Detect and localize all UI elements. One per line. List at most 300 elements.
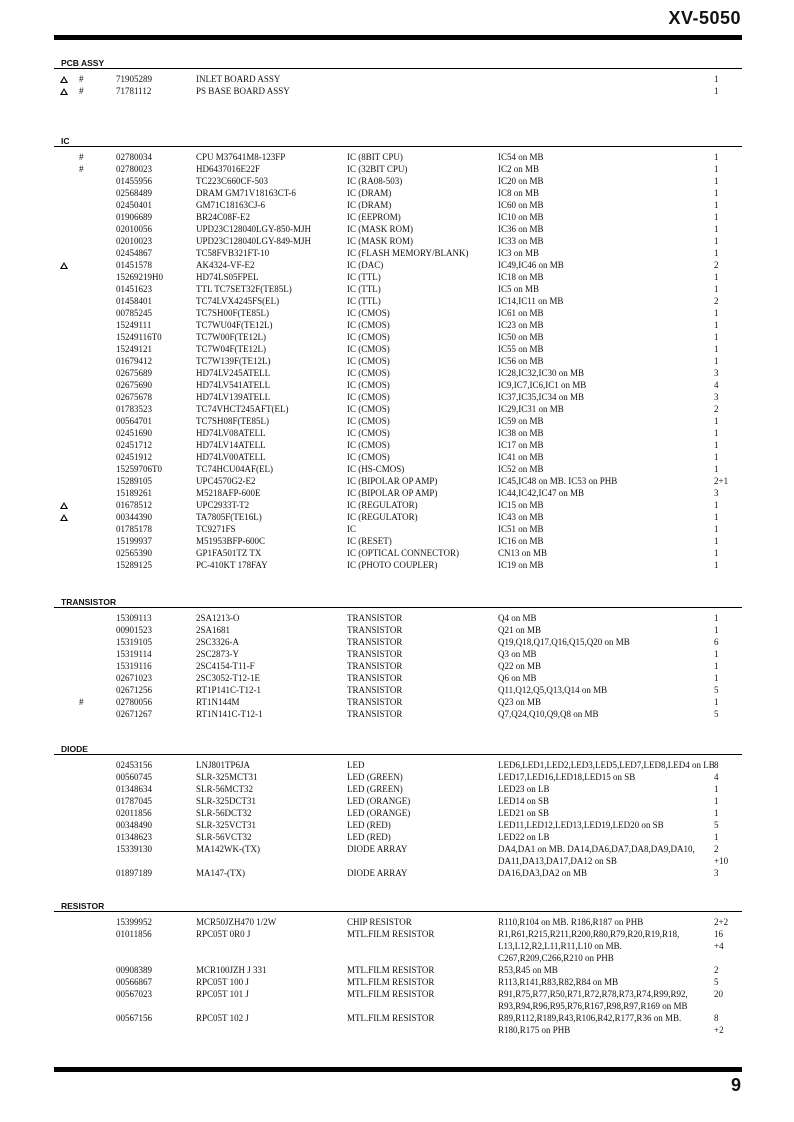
model-name: SLR-325VCT31 [196,820,257,830]
quantity: 1 [714,440,719,450]
quantity: 1 [714,308,719,318]
new-part-mark: # [79,152,84,162]
quantity: 5 [714,709,719,719]
quantity: 2 [714,296,719,306]
table-row [54,660,742,672]
location: IC60 on MB [498,200,544,210]
section-rows [54,69,742,97]
warning-triangle-icon [60,76,68,83]
location: Q4 on MB [498,613,537,623]
part-number: 01785178 [116,524,152,534]
location: IC15 on MB [498,500,544,510]
description: IC (CMOS) [347,380,390,390]
description: TRANSISTOR [347,685,403,695]
table-row [54,463,742,475]
description: TRANSISTOR [347,637,403,647]
part-number: 02010023 [116,236,152,246]
description: TRANSISTOR [347,649,403,659]
model-name: SLR-56MCT32 [196,784,254,794]
quantity: 1 [714,784,719,794]
model-name: DRAM GM71V18163CT-6 [196,188,296,198]
quantity: 1 [714,164,719,174]
part-number: 15289105 [116,476,152,486]
description: LED (GREEN) [347,772,403,782]
table-row [54,175,742,187]
description: IC (TTL) [347,296,381,306]
description: IC (MASK ROM) [347,236,414,246]
new-part-mark: # [79,164,84,174]
location: Q22 on MB [498,661,542,671]
table-row [54,451,742,463]
model-name: 2SC3052-T12-1E [196,673,260,683]
description: IC (BIPOLAR OP AMP) [347,476,438,486]
section-rows [54,608,742,720]
warning-triangle-icon [60,502,68,509]
model-name: MCR50JZH470 1/2W [196,917,277,927]
table-row [54,85,742,97]
location: IC5 on MB [498,284,540,294]
description: IC (EEPROM) [347,212,401,222]
location: R1,R61,R215,R211,R200,R80,R79,R20,R19,R18, L13,L12,R2,L11,R11,L10 on MB. C267,R209,C266,R210 on PHB [498,929,680,963]
quantity: 1 [714,236,719,246]
description: TRANSISTOR [347,673,403,683]
part-number: 00566867 [116,977,152,987]
quantity: 2 [714,965,719,975]
quantity: 3 [714,368,719,378]
part-number: 15189261 [116,488,152,498]
part-number: 02671267 [116,709,152,719]
table-row [54,439,742,451]
quantity: 1 [714,248,719,258]
quantity: 1 [714,200,719,210]
model-name: HD6437016E22F [196,164,261,174]
part-number: 01451578 [116,260,152,270]
part-number: 02011856 [116,808,152,818]
safety-mark [60,259,74,271]
location: IC23 on MB [498,320,544,330]
part-number: 02671023 [116,673,152,683]
table-row [54,331,742,343]
model-name: UPD23C128040LGY-850-MJH [196,224,312,234]
model-name: MA147-(TX) [196,868,245,878]
warning-triangle-icon [60,88,68,95]
section-1 [54,136,742,571]
quantity: 8 +2 [714,1013,724,1035]
section-4 [54,901,742,1036]
model-name: LNJ801TP6JA [196,760,251,770]
description: IC (DAC) [347,260,384,270]
table-row [54,759,742,771]
model-name: CPU M37641M8-123FP [196,152,286,162]
part-number: 15249116T0 [116,332,162,342]
model-name: RPC05T 0R0 J [196,929,251,939]
table-row [54,199,742,211]
quantity: 1 [714,500,719,510]
section-rows [54,912,742,1036]
description: IC (32BIT CPU) [347,164,408,174]
location: IC17 on MB [498,440,544,450]
location: IC55 on MB [498,344,544,354]
location: LED17,LED16,LED18,LED15 on SB [498,772,636,782]
description: MTL.FILM RESISTOR [347,989,435,999]
description: IC (DRAM) [347,200,392,210]
description: CHIP RESISTOR [347,917,412,927]
table-row [54,499,742,511]
table-row [54,235,742,247]
quantity: 1 [714,512,719,522]
location: R110,R104 on MB. R186,R187 on PHB [498,917,644,927]
model-name: M5218AFP-600E [196,488,261,498]
part-number: 02675690 [116,380,152,390]
location: IC10 on MB [498,212,544,222]
table-row [54,964,742,976]
quantity: 2 +10 [714,844,729,866]
model-name: TC74HCU04AF(EL) [196,464,273,474]
part-number: 15319116 [116,661,152,671]
description: IC (REGULATOR) [347,500,418,510]
section-title: RESISTOR [54,901,742,912]
part-number: 01458401 [116,296,152,306]
location: CN13 on MB [498,548,548,558]
location: Q21 on MB [498,625,542,635]
model-name: INLET BOARD ASSY [196,74,281,84]
location: LED14 on SB [498,796,550,806]
safety-mark [60,511,74,523]
location: IC29,IC31 on MB [498,404,564,414]
table-row [54,379,742,391]
part-number: 15249111 [116,320,152,330]
description: IC (CMOS) [347,440,390,450]
location: IC37,IC35,IC34 on MB [498,392,585,402]
location: IC18 on MB [498,272,544,282]
quantity: 1 [714,613,719,623]
location: Q19,Q18,Q17,Q16,Q15,Q20 on MB [498,637,630,647]
quantity: 1 [714,524,719,534]
location: IC20 on MB [498,176,544,186]
table-row [54,415,742,427]
description: IC (CMOS) [347,368,390,378]
table-row [54,916,742,928]
model-name: PS BASE BOARD ASSY [196,86,290,96]
table-row [54,487,742,499]
model-name: 2SC2873-Y [196,649,240,659]
location: DA16,DA3,DA2 on MB [498,868,588,878]
part-number: 01787045 [116,796,152,806]
table-row [54,624,742,636]
description: IC (CMOS) [347,308,390,318]
quantity: 1 [714,625,719,635]
table-row [54,151,742,163]
model-name: GM71C18163CJ-6 [196,200,266,210]
part-number: 00344390 [116,512,152,522]
table-row [54,223,742,235]
model-title: XV-5050 [668,8,741,28]
new-part-mark: # [79,74,84,84]
part-number: 00564701 [116,416,152,426]
part-number: 02454867 [116,248,152,258]
quantity: 2 [714,404,719,414]
section-title: TRANSISTOR [54,597,742,608]
location: IC33 on MB [498,236,544,246]
safety-mark [60,499,74,511]
description: LED (ORANGE) [347,808,411,818]
section-rows [54,147,742,571]
description: IC (CMOS) [347,428,390,438]
location: IC59 on MB [498,416,544,426]
table-row [54,928,742,964]
model-name: HD74LV541ATELL [196,380,271,390]
part-number: 15319114 [116,649,152,659]
part-number: 02671256 [116,685,152,695]
description: IC (CMOS) [347,320,390,330]
quantity: 1 [714,284,719,294]
description: LED (GREEN) [347,784,403,794]
table-row [54,988,742,1012]
part-number: 00908389 [116,965,152,975]
description: MTL.FILM RESISTOR [347,965,435,975]
description: IC (8BIT CPU) [347,152,403,162]
quantity: 5 [714,820,719,830]
quantity: 4 [714,772,719,782]
table-row [54,612,742,624]
new-part-mark: # [79,86,84,96]
quantity: 3 [714,868,719,878]
quantity: 1 [714,796,719,806]
quantity: 1 [714,428,719,438]
description: IC (CMOS) [347,356,390,366]
warning-triangle-icon [60,262,68,269]
description: MTL.FILM RESISTOR [347,929,435,939]
description: MTL.FILM RESISTOR [347,977,435,987]
location: IC51 on MB [498,524,544,534]
location: LED22 on LB [498,832,550,842]
warning-triangle-icon [60,514,68,521]
location: IC19 on MB [498,560,544,570]
quantity: 2+1 [714,476,729,486]
location: IC50 on MB [498,332,544,342]
model-name: TC7WU04F(TE12L) [196,320,273,330]
table-row [54,73,742,85]
quantity: 16 +4 [714,929,724,951]
description: IC (TTL) [347,272,381,282]
table-row [54,475,742,487]
location: IC2 on MB [498,164,540,174]
model-name: RPC05T 102 J [196,1013,249,1023]
part-number: 00901523 [116,625,152,635]
model-name: RPC05T 101 J [196,989,249,999]
safety-mark [60,73,74,85]
location: IC8 on MB [498,188,540,198]
description: IC (PHOTO COUPLER) [347,560,438,570]
quantity: 6 [714,637,719,647]
model-name: TC7W139F(TE12L) [196,356,271,366]
part-number: 01679412 [116,356,152,366]
quantity: 3 [714,488,719,498]
model-name: TA7805F(TE16L) [196,512,262,522]
location: R91,R75,R77,R50,R71,R72,R78,R73,R74,R99,R92, R93,R94,R96,R95,R76,R167,R98,R97,R169 on MB [498,989,688,1011]
table-row [54,307,742,319]
table-row [54,976,742,988]
table-row [54,636,742,648]
model-name: M51953BFP-600C [196,536,266,546]
location: R113,R141,R83,R82,R84 on MB [498,977,619,987]
quantity: 1 [714,560,719,570]
location: IC45,IC48 on MB. IC53 on PHB [498,476,618,486]
quantity: 1 [714,808,719,818]
model-name: SLR-56DCT32 [196,808,252,818]
description: IC (CMOS) [347,392,390,402]
table-row [54,559,742,571]
location: Q23 on MB [498,697,542,707]
section-rows [54,755,742,879]
part-number: 02453156 [116,760,152,770]
model-name: TC223C660CF-503 [196,176,269,186]
quantity: 1 [714,697,719,707]
table-row [54,783,742,795]
location: IC16 on MB [498,536,544,546]
location: IC14,IC11 on MB [498,296,564,306]
description: IC (TTL) [347,284,381,294]
part-number: 02780034 [116,152,152,162]
model-name: SLR-56VCT32 [196,832,252,842]
model-name: TC74LVX4245FS(EL) [196,296,280,306]
model-name: MA142WK-(TX) [196,844,260,854]
table-row [54,648,742,660]
quantity: 20 [714,989,723,999]
quantity: 1 [714,86,719,96]
safety-mark [60,85,74,97]
model-name: RT1N141C-T12-1 [196,709,263,719]
model-name: 2SA1681 [196,625,231,635]
part-number: 01348623 [116,832,152,842]
header-rule [54,35,742,40]
section-title: PCB ASSY [54,58,742,69]
model-name: HD74LV08ATELL [196,428,266,438]
part-number: 00560745 [116,772,152,782]
model-name: UPD23C128040LGY-849-MJH [196,236,312,246]
location: IC3 on MB [498,248,540,258]
quantity: 2+2 [714,917,729,927]
model-name: RT1P141C-T12-1 [196,685,261,695]
quantity: 8 [714,760,719,770]
location: R89,R112,R189,R43,R106,R42,R177,R36 on MB. R180,R175 on PHB [498,1013,682,1035]
description: LED (ORANGE) [347,796,411,806]
table-row [54,867,742,879]
description: IC (RESET) [347,536,392,546]
model-name: RPC05T 100 J [196,977,249,987]
description: TRANSISTOR [347,613,403,623]
table-row [54,696,742,708]
quantity: 4 [714,380,719,390]
model-name: HD74LV139ATELL [196,392,271,402]
part-number: 15309113 [116,613,152,623]
description: IC [347,524,356,534]
table-row [54,391,742,403]
quantity: 1 [714,344,719,354]
quantity: 1 [714,416,719,426]
section-0 [54,58,742,97]
model-name: SLR-325DCT31 [196,796,257,806]
model-name: TTL TC7SET32F(TE85L) [196,284,292,294]
table-row [54,355,742,367]
model-name: TC58FVB321FT-10 [196,248,270,258]
description: IC (HS-CMOS) [347,464,405,474]
table-row [54,795,742,807]
location: IC49,IC46 on MB [498,260,564,270]
model-name: PC-410KT 178FAY [196,560,268,570]
part-number: 01678512 [116,500,152,510]
location: IC61 on MB [498,308,544,318]
part-number: 15289125 [116,560,152,570]
table-row [54,295,742,307]
model-name: HD74LV245ATELL [196,368,271,378]
table-row [54,819,742,831]
model-name: HD74LV14ATELL [196,440,266,450]
quantity: 5 [714,685,719,695]
part-number: 02565390 [116,548,152,558]
part-number: 02451690 [116,428,152,438]
quantity: 2 [714,260,719,270]
table-row [54,831,742,843]
location: LED23 on LB [498,784,550,794]
model-name: GP1FA501TZ TX [196,548,262,558]
location: IC56 on MB [498,356,544,366]
model-name: TC9271FS [196,524,236,534]
part-number: 71781112 [116,86,152,96]
table-row [54,427,742,439]
model-name: HD74LS05FPEL [196,272,259,282]
model-name: UPC4570G2-E2 [196,476,256,486]
quantity: 1 [714,649,719,659]
part-number: 02780023 [116,164,152,174]
table-row [54,211,742,223]
quantity: 1 [714,224,719,234]
table-row [54,259,742,271]
model-name: HD74LV00ATELL [196,452,266,462]
part-number: 15319105 [116,637,152,647]
location: IC54 on MB [498,152,544,162]
table-row [54,403,742,415]
quantity: 1 [714,272,719,282]
description: IC (REGULATOR) [347,512,418,522]
location: Q6 on MB [498,673,537,683]
part-number: 71905289 [116,74,152,84]
model-name: TC7SH00F(TE85L) [196,308,269,318]
location: LED21 on SB [498,808,550,818]
part-number: 02675689 [116,368,152,378]
quantity: 1 [714,356,719,366]
part-number: 01348634 [116,784,152,794]
quantity: 1 [714,332,719,342]
quantity: 1 [714,176,719,186]
quantity: 5 [714,977,719,987]
footer-rule [54,1067,742,1072]
table-row [54,247,742,259]
table-row [54,343,742,355]
location: IC41 on MB [498,452,544,462]
section-3 [54,744,742,879]
table-row [54,283,742,295]
part-number: 02568489 [116,188,152,198]
part-number: 00785245 [116,308,152,318]
location: IC9,IC7,IC6,IC1 on MB [498,380,587,390]
description: IC (DRAM) [347,188,392,198]
location: Q3 on MB [498,649,537,659]
section-title: DIODE [54,744,742,755]
table-row [54,535,742,547]
description: TRANSISTOR [347,709,403,719]
page-number: 9 [730,1075,741,1095]
